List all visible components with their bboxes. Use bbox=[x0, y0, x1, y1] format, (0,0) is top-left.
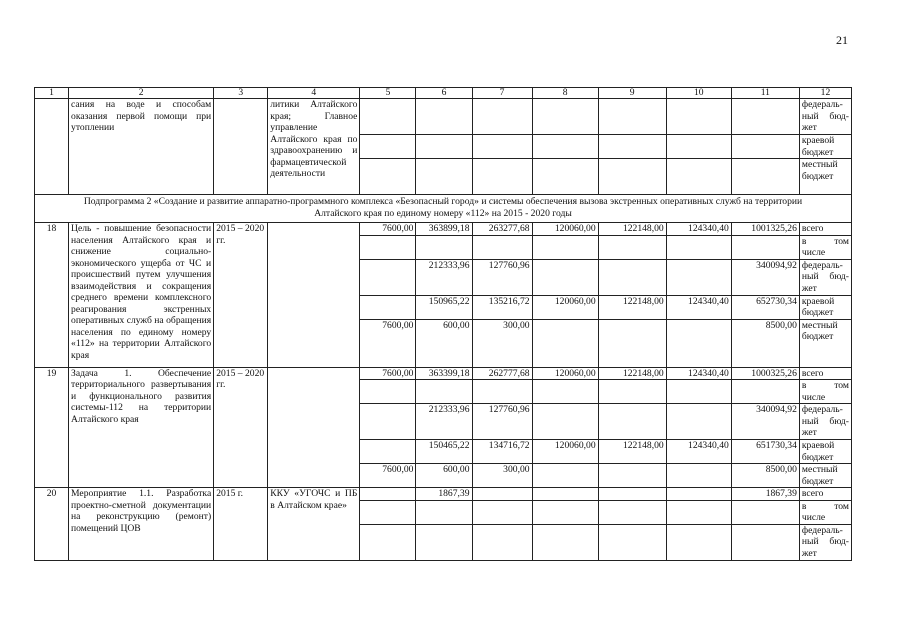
amount-cell bbox=[360, 524, 416, 560]
amount-cell: 1001325,26 bbox=[731, 223, 799, 236]
subprogram-title: Подпрограмма 2 «Создание и развитие аппаратно-программного комплекса «Безопасный город» и системы обеспечения вызова экстренных оперативных служб на территории Алтайского края по единому номеру «112» на 2015 - 2020 годы bbox=[35, 195, 852, 223]
amount-cell: 122148,00 bbox=[598, 223, 666, 236]
funding-source-cell: местный бюджет bbox=[799, 464, 851, 488]
funding-source-cell: всего bbox=[799, 223, 851, 236]
amount-cell: 122148,00 bbox=[598, 440, 666, 464]
amount-cell: 120060,00 bbox=[532, 295, 598, 319]
amount-cell: 8500,00 bbox=[731, 319, 799, 367]
amount-cell bbox=[666, 380, 731, 404]
funding-source-cell: федераль-ный бюд-жет bbox=[799, 404, 851, 440]
budget-table bbox=[34, 87, 852, 561]
amount-cell bbox=[598, 319, 666, 367]
funding-source-cell: всего bbox=[799, 367, 851, 380]
amount-cell: 652730,34 bbox=[731, 295, 799, 319]
funding-source-cell: краевой бюджет bbox=[799, 440, 851, 464]
amount-cell bbox=[532, 159, 598, 195]
amount-cell bbox=[666, 319, 731, 367]
amount-cell bbox=[360, 488, 416, 501]
amount-cell: 120060,00 bbox=[532, 367, 598, 380]
amount-cell bbox=[666, 159, 731, 195]
amount-cell: 600,00 bbox=[416, 319, 472, 367]
amount-cell: 124340,40 bbox=[666, 223, 731, 236]
amount-cell bbox=[731, 524, 799, 560]
amount-cell bbox=[532, 404, 598, 440]
executor-cell bbox=[268, 223, 360, 368]
header-cell: 3 bbox=[214, 88, 268, 99]
amount-cell bbox=[731, 135, 799, 159]
period-cell: 2015 г. bbox=[214, 488, 268, 561]
amount-cell: 262777,68 bbox=[472, 367, 532, 380]
amount-cell bbox=[598, 380, 666, 404]
amount-cell bbox=[532, 500, 598, 524]
row-number-cell bbox=[35, 99, 69, 195]
amount-cell bbox=[731, 500, 799, 524]
header-cell: 1 bbox=[35, 88, 69, 99]
executor-cell: ККУ «УГОЧС и ПБ в Алтайском крае» bbox=[268, 488, 360, 561]
amount-cell: 124340,40 bbox=[666, 367, 731, 380]
amount-cell bbox=[360, 99, 416, 135]
table-row bbox=[35, 367, 852, 380]
amount-cell bbox=[472, 488, 532, 501]
amount-cell bbox=[416, 380, 472, 404]
amount-cell: 7600,00 bbox=[360, 367, 416, 380]
header-cell: 7 bbox=[472, 88, 532, 99]
amount-cell: 1867,39 bbox=[731, 488, 799, 501]
amount-cell: 300,00 bbox=[472, 319, 532, 367]
amount-cell: 212333,96 bbox=[416, 404, 472, 440]
measure-name-cell: Мероприятие 1.1. Разработка проектно-сметной документации на реконструкцию (ремонт) помещений ЦОВ bbox=[69, 488, 214, 561]
amount-cell bbox=[416, 159, 472, 195]
row-number-cell: 19 bbox=[35, 367, 69, 488]
amount-cell bbox=[598, 235, 666, 259]
amount-cell bbox=[472, 500, 532, 524]
amount-cell: 1000325,26 bbox=[731, 367, 799, 380]
amount-cell bbox=[416, 524, 472, 560]
amount-cell bbox=[532, 488, 598, 501]
header-cell: 6 bbox=[416, 88, 472, 99]
amount-cell bbox=[360, 135, 416, 159]
funding-source-cell: в том числе bbox=[799, 500, 851, 524]
amount-cell bbox=[532, 99, 598, 135]
amount-cell bbox=[416, 135, 472, 159]
funding-source-cell: в том числе bbox=[799, 235, 851, 259]
header-cell: 2 bbox=[69, 88, 214, 99]
amount-cell bbox=[666, 524, 731, 560]
row-number-cell: 20 bbox=[35, 488, 69, 561]
amount-cell bbox=[360, 259, 416, 295]
amount-cell: 8500,00 bbox=[731, 464, 799, 488]
period-cell: 2015 – 2020 гг. bbox=[214, 367, 268, 488]
table-row bbox=[35, 223, 852, 236]
amount-cell: 135216,72 bbox=[472, 295, 532, 319]
amount-cell bbox=[598, 159, 666, 195]
amount-cell bbox=[731, 99, 799, 135]
amount-cell bbox=[666, 99, 731, 135]
amount-cell: 150465,22 bbox=[416, 440, 472, 464]
amount-cell: 122148,00 bbox=[598, 367, 666, 380]
amount-cell: 150965,22 bbox=[416, 295, 472, 319]
measure-name-cell: сания на воде и способам оказания первой помощи при утоплении bbox=[69, 99, 214, 195]
amount-cell bbox=[666, 500, 731, 524]
funding-source-cell: краевой бюджет bbox=[799, 135, 851, 159]
amount-cell bbox=[731, 380, 799, 404]
amount-cell bbox=[532, 259, 598, 295]
amount-cell: 363899,18 bbox=[416, 223, 472, 236]
amount-cell bbox=[360, 440, 416, 464]
executor-cell bbox=[268, 367, 360, 488]
funding-source-cell: местный бюджет bbox=[799, 159, 851, 195]
amount-cell bbox=[416, 500, 472, 524]
header-cell: 11 bbox=[731, 88, 799, 99]
amount-cell bbox=[532, 235, 598, 259]
amount-cell: 7600,00 bbox=[360, 319, 416, 367]
amount-cell bbox=[532, 319, 598, 367]
amount-cell bbox=[532, 380, 598, 404]
amount-cell bbox=[731, 235, 799, 259]
amount-cell bbox=[416, 235, 472, 259]
funding-source-cell: местный бюджет bbox=[799, 319, 851, 367]
amount-cell bbox=[598, 99, 666, 135]
amount-cell bbox=[532, 464, 598, 488]
amount-cell bbox=[598, 524, 666, 560]
amount-cell: 300,00 bbox=[472, 464, 532, 488]
funding-source-cell: в том числе bbox=[799, 380, 851, 404]
amount-cell bbox=[666, 235, 731, 259]
amount-cell bbox=[472, 524, 532, 560]
table-row bbox=[35, 99, 852, 135]
amount-cell bbox=[598, 464, 666, 488]
amount-cell bbox=[532, 524, 598, 560]
amount-cell bbox=[598, 488, 666, 501]
header-cell: 12 bbox=[799, 88, 851, 99]
amount-cell bbox=[360, 380, 416, 404]
amount-cell: 122148,00 bbox=[598, 295, 666, 319]
header-row bbox=[35, 88, 852, 99]
period-cell bbox=[214, 99, 268, 195]
amount-cell: 1867,39 bbox=[416, 488, 472, 501]
amount-cell: 263277,68 bbox=[472, 223, 532, 236]
header-cell: 8 bbox=[532, 88, 598, 99]
amount-cell: 124340,40 bbox=[666, 440, 731, 464]
row-number-cell: 18 bbox=[35, 223, 69, 368]
amount-cell bbox=[598, 135, 666, 159]
amount-cell bbox=[472, 159, 532, 195]
subprogram-row bbox=[35, 195, 852, 223]
funding-source-cell: федераль-ный бюд-жет bbox=[799, 259, 851, 295]
header-cell: 9 bbox=[598, 88, 666, 99]
funding-source-cell: федераль-ный бюд-жет bbox=[799, 99, 851, 135]
amount-cell bbox=[731, 159, 799, 195]
amount-cell: 120060,00 bbox=[532, 440, 598, 464]
amount-cell: 124340,40 bbox=[666, 295, 731, 319]
amount-cell bbox=[598, 259, 666, 295]
amount-cell: 127760,96 bbox=[472, 404, 532, 440]
amount-cell bbox=[666, 488, 731, 501]
amount-cell bbox=[666, 464, 731, 488]
page-number: 21 bbox=[836, 33, 848, 47]
amount-cell bbox=[360, 235, 416, 259]
executor-cell: литики Алтайского края; Главное управление Алтайского края по здравоохранению и фармацевтической деятельности bbox=[268, 99, 360, 195]
amount-cell: 340094,92 bbox=[731, 259, 799, 295]
period-cell: 2015 – 2020 гг. bbox=[214, 223, 268, 368]
amount-cell: 120060,00 bbox=[532, 223, 598, 236]
measure-name-cell: Цель - повышение безопасности населения Алтайского края и снижение социально-экономического ущерба от ЧС и происшествий путем улучшения взаимодействия и сокращения среднего времени комплексного реагирования экстренных оперативных служб на обращения населения по единому номеру «112» на территории Алтайского края bbox=[69, 223, 214, 368]
header-cell: 4 bbox=[268, 88, 360, 99]
amount-cell bbox=[666, 259, 731, 295]
amount-cell: 134716,72 bbox=[472, 440, 532, 464]
amount-cell: 651730,34 bbox=[731, 440, 799, 464]
amount-cell: 600,00 bbox=[416, 464, 472, 488]
measure-name-cell: Задача 1. Обеспечение территориального развертывания и функционального развития системы-112 на территории Алтайского края bbox=[69, 367, 214, 488]
amount-cell bbox=[666, 404, 731, 440]
amount-cell: 127760,96 bbox=[472, 259, 532, 295]
amount-cell: 340094,92 bbox=[731, 404, 799, 440]
amount-cell bbox=[472, 235, 532, 259]
amount-cell: 212333,96 bbox=[416, 259, 472, 295]
funding-source-cell: всего bbox=[799, 488, 851, 501]
amount-cell bbox=[472, 135, 532, 159]
header-cell: 5 bbox=[360, 88, 416, 99]
funding-source-cell: краевой бюджет bbox=[799, 295, 851, 319]
amount-cell: 7600,00 bbox=[360, 464, 416, 488]
amount-cell: 363399,18 bbox=[416, 367, 472, 380]
amount-cell bbox=[472, 99, 532, 135]
amount-cell bbox=[472, 380, 532, 404]
amount-cell: 7600,00 bbox=[360, 223, 416, 236]
funding-source-cell: федераль-ный бюд-жет bbox=[799, 524, 851, 560]
header-cell: 10 bbox=[666, 88, 731, 99]
amount-cell bbox=[360, 159, 416, 195]
amount-cell bbox=[360, 404, 416, 440]
amount-cell bbox=[360, 295, 416, 319]
amount-cell bbox=[666, 135, 731, 159]
amount-cell bbox=[416, 99, 472, 135]
amount-cell bbox=[532, 135, 598, 159]
amount-cell bbox=[360, 500, 416, 524]
amount-cell bbox=[598, 404, 666, 440]
amount-cell bbox=[598, 500, 666, 524]
table-row bbox=[35, 488, 852, 501]
